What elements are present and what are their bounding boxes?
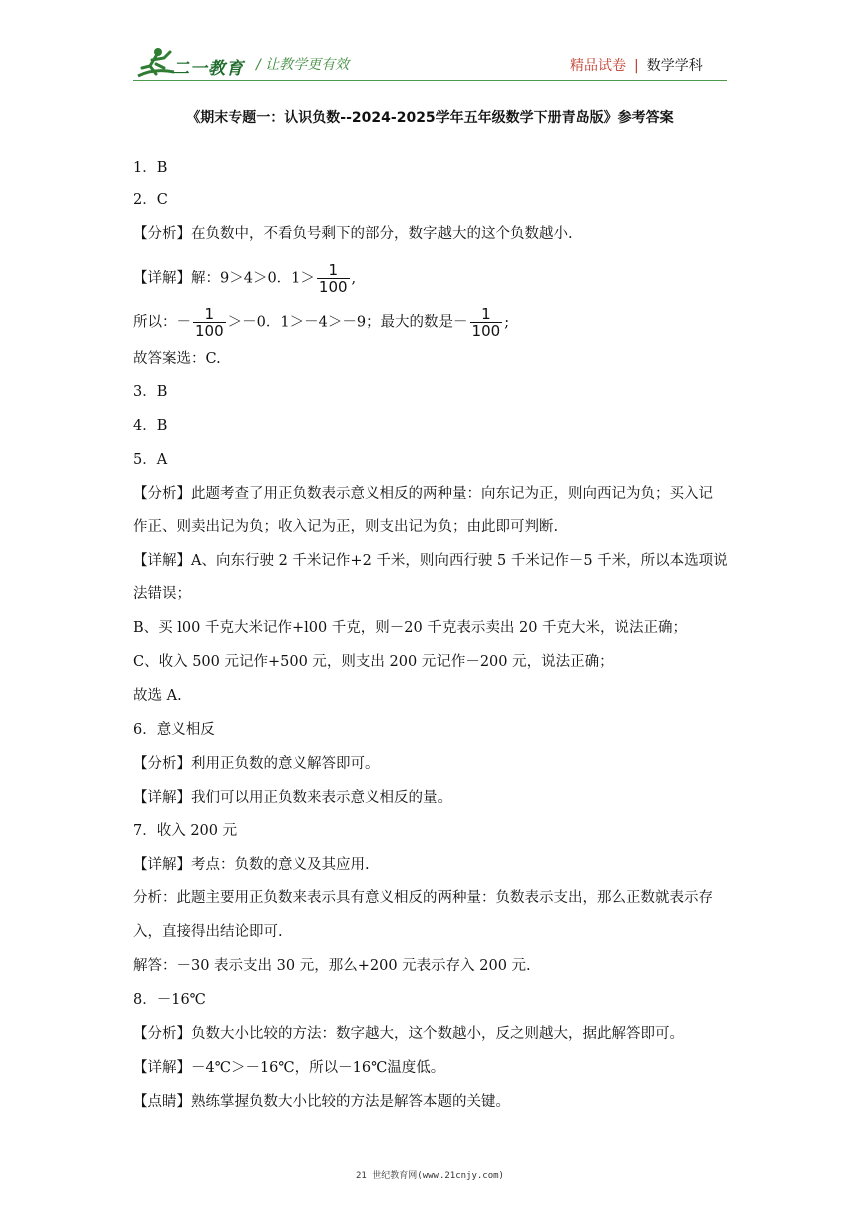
answer-line: 5．A <box>133 452 168 468</box>
detail-line-fraction <box>133 262 356 295</box>
conclusion-line: 故答案选：C. <box>133 351 221 367</box>
analysis-line: 【分析】利用正负数的意义解答即可。 <box>133 756 380 772</box>
key-point-line: 【点睛】熟练掌握负数大小比较的方法是解答本题的关键。 <box>133 1094 510 1110</box>
conclusion-line: 故选 A. <box>133 688 182 704</box>
header-separator: | <box>634 58 639 74</box>
answer-line: 4．B <box>133 418 168 434</box>
detail-line: 【详解】－4℃＞－16℃，所以－16℃温度低。 <box>133 1060 446 1076</box>
page-header <box>0 0 860 90</box>
fraction <box>193 306 226 339</box>
analysis-line: 作正、则卖出记为负；收入记为正，则支出记为负；由此即可判断. <box>133 519 559 535</box>
fraction <box>317 262 350 295</box>
detail-line-compare <box>133 306 509 339</box>
detail-line: 【详解】考点：负数的意义及其应用. <box>133 857 370 873</box>
text-segment: 【详解】解：9＞4＞0．1＞ <box>133 270 315 287</box>
header-rule <box>133 80 727 81</box>
detail-line: B、买 l00 千克大米记作+l00 千克，则－20 千克表示卖出 20 千克大米，说法正确； <box>133 620 688 636</box>
page-footer: 21 世纪教育网(www.21cnjy.com) <box>356 1171 504 1181</box>
answer-line: 2．C <box>133 192 168 208</box>
fraction-numerator: 1 <box>470 306 503 323</box>
analysis-line: 【分析】此题考查了用正负数表示意义相反的两种量：向东记为正，则向西记为负；买入记 <box>133 486 713 502</box>
logo-text: 二一教育 <box>172 59 244 79</box>
fraction-denominator: 100 <box>471 322 501 340</box>
analysis-line: 【分析】负数大小比较的方法：数字越大，这个数越小，反之则越大，据此解答即可。 <box>133 1026 684 1042</box>
header-label-premium: 精品试卷 <box>570 58 626 74</box>
analysis-line: 【分析】在负数中，不看负号剩下的部分，数字越大的这个负数越小. <box>133 226 573 242</box>
header-right <box>570 55 703 75</box>
answer-line: 1．B <box>133 160 168 176</box>
text-segment: ＞－0．1＞－4＞－9；最大的数是－ <box>227 314 468 331</box>
detail-line: C、收入 500 元记作+500 元，则支出 200 元记作－200 元，说法正确； <box>133 654 614 670</box>
answer-line: 8．－16℃ <box>133 992 206 1008</box>
fraction-denominator: 100 <box>318 278 348 296</box>
fraction <box>470 306 503 339</box>
answer-line: 6．意义相反 <box>133 722 215 738</box>
fraction-denominator: 100 <box>195 322 224 340</box>
detail-line: 【详解】我们可以用正负数来表示意义相反的量。 <box>133 790 452 806</box>
header-label-subject: 数学学科 <box>646 58 703 74</box>
page-title: 《期末专题一：认识负数--2024-2025学年五年级数学下册青岛版》参考答案 <box>186 110 674 126</box>
detail-line: 【详解】A、向东行驶 2 千米记作+2 千米，则向西行驶 5 千米记作－5 千米，所以本选项说 <box>133 553 728 569</box>
text-segment: 所以：－ <box>133 314 191 331</box>
fraction-numerator: 1 <box>317 262 350 279</box>
text-segment: ; <box>504 314 510 331</box>
detail-line: 法错误； <box>133 586 191 602</box>
answer-line: 3．B <box>133 384 168 400</box>
fraction-numerator: 1 <box>193 306 226 323</box>
slogan: / 让教学更有效 <box>256 57 350 73</box>
analysis-line: 分析：此题主要用正负数来表示具有意义相反的两种量：负数表示支出，那么正数就表示存 <box>133 890 713 906</box>
answer-line: 7．收入 200 元 <box>133 823 238 839</box>
text-segment: , <box>351 270 357 287</box>
analysis-line: 入，直接得出结论即可. <box>133 924 283 940</box>
solution-line: 解答：－30 表示支出 30 元，那么+200 元表示存入 200 元. <box>133 958 531 974</box>
